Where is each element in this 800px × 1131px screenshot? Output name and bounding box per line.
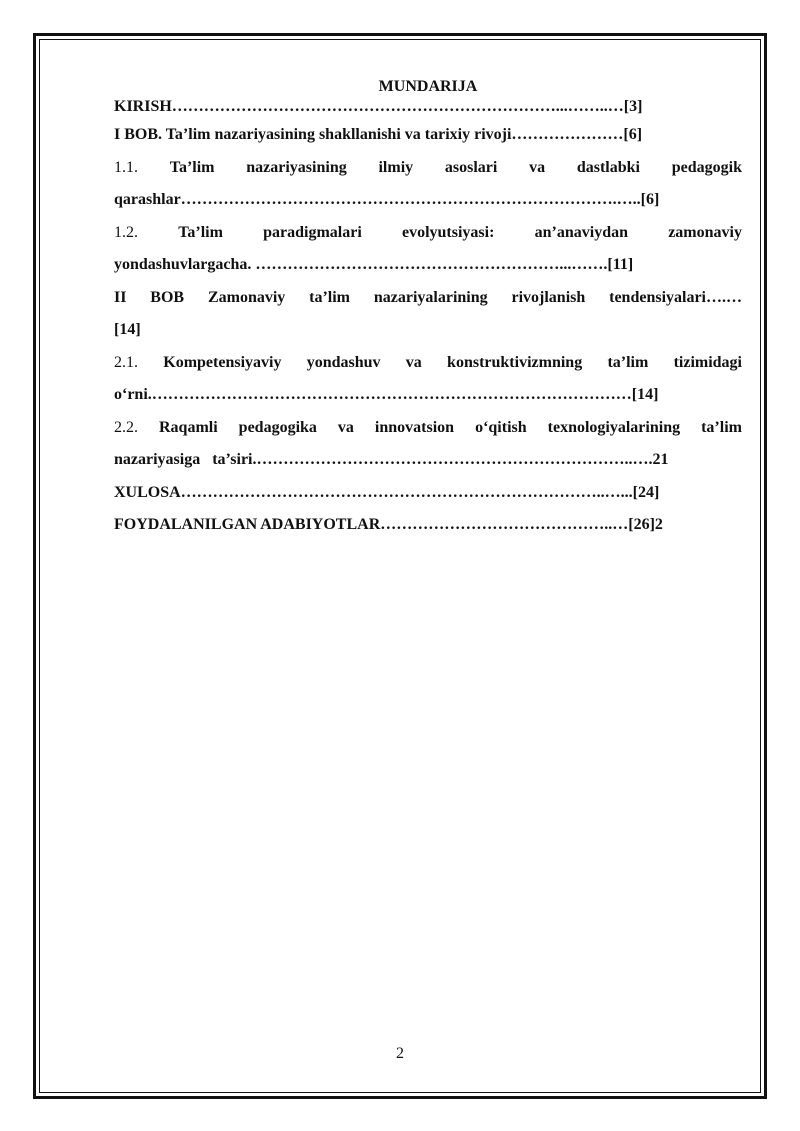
title-word: rivojlanish [511, 288, 586, 306]
toc-entry-1-1-line-1 [114, 152, 742, 185]
title-word: konstruktivizmning [447, 353, 583, 371]
title-word: Kompetensiyaviy [163, 353, 282, 371]
page-number: 2 [396, 1045, 404, 1062]
title-word: ta’lim [701, 418, 742, 436]
toc-entry-2-2-line-2: nazariyasiga ta’siri.……………………………………………………………..….21 [114, 451, 669, 468]
title-word: va [337, 418, 354, 436]
toc-entry-1-2-line-1 [114, 217, 742, 250]
title-word: dastlabki [576, 158, 640, 176]
toc-entry-adabiyotlar-text: FOYDALANILGAN ADABIYOTLAR……………………………………..…[26]2 [114, 516, 663, 533]
title-word: ilmiy [378, 158, 414, 176]
toc-entry-bob-1[interactable] [114, 119, 742, 152]
title-word: nazariyalarining [373, 288, 488, 306]
title-word: Ta’lim [178, 223, 223, 241]
toc-entry-bob-2[interactable] [114, 282, 742, 347]
title-word: Zamonaviy [207, 288, 286, 306]
toc-entry-1-1-line-2: qarashlar……………………………………………………………………….…..[6] [114, 191, 660, 208]
toc-entry-bob-1-text: I BOB. Ta’lim nazariyasining shakllanishi va tarixiy rivoji…………………[6] [114, 126, 643, 143]
section-number: 1.2. [114, 223, 138, 241]
toc-entry-1-2-line-2: yondashuvlargacha. …………………………………………………...…….[11] [114, 256, 634, 273]
toc-entry-1-2[interactable] [114, 217, 742, 282]
title-word: innovatsion [374, 418, 455, 436]
title-word: Ta’lim [169, 158, 215, 176]
toc-entry-bob-2-line-1 [114, 282, 742, 315]
title-word: tizimidagi [673, 353, 742, 371]
toc-entry-xulosa[interactable] [114, 477, 742, 510]
title-word: pedagogik [671, 158, 742, 176]
title-word: ta’lim [309, 288, 350, 306]
title-word: tendensiyalari….… [609, 288, 742, 306]
toc-entry-2-2[interactable] [114, 412, 742, 477]
section-number: 2.1. [114, 353, 138, 371]
section-number: 1.1. [114, 158, 138, 176]
title-word: yondashuv [306, 353, 381, 371]
toc-entry-kirish[interactable] [114, 95, 742, 119]
table-of-contents [114, 76, 742, 542]
toc-entry-kirish-text: KIRISH………………………………………………………………...……..…[3] [114, 98, 643, 115]
toc-entry-xulosa-text: XULOSA……………………………………………………………………..…...[24] [114, 483, 660, 501]
page-title: MUNDARIJA [378, 78, 478, 95]
title-word: zamonaviy [668, 223, 742, 241]
title-word: paradigmalari [263, 223, 362, 241]
toc-entry-2-1[interactable] [114, 347, 742, 412]
title-word: Raqamli [159, 418, 218, 436]
title-word: o‘qitish [475, 418, 527, 436]
title-word: ta’lim [607, 353, 649, 371]
title-word: BOB [150, 288, 185, 306]
section-number: 2.2. [114, 418, 138, 436]
toc-entry-bob-2-line-2: [14] [114, 321, 141, 338]
title-word: va [405, 353, 422, 371]
title-word: evolyutsiyasi: [401, 223, 495, 241]
title-word: pedagogika [238, 418, 317, 436]
toc-entry-2-1-line-2: o‘rni.………………………………………………………………………………[14] [114, 386, 659, 403]
title-word: texnologiyalarining [547, 418, 681, 436]
title-word: va [529, 158, 546, 176]
toc-entry-1-1[interactable] [114, 152, 742, 217]
toc-entry-adabiyotlar[interactable] [114, 509, 742, 542]
title-word: nazariyasining [246, 158, 347, 176]
toc-entry-2-1-line-1 [114, 347, 742, 380]
title-word: II [114, 288, 127, 306]
title-word: asoslari [444, 158, 498, 176]
title-word: an’anaviydan [534, 223, 628, 241]
toc-entry-2-2-line-1 [114, 412, 742, 445]
